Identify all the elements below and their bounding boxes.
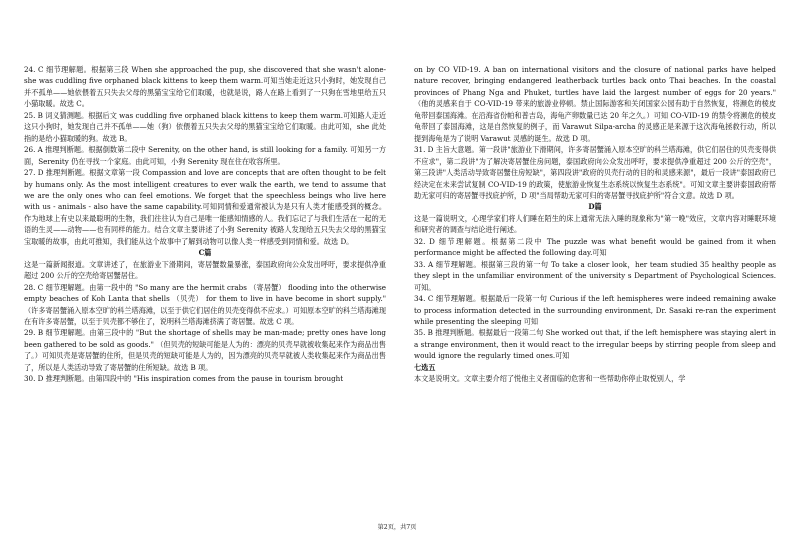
- answer-24: 24. C 细节理解题。根据第三段 When she approached the pup, she discovered that she wasn't alone-she was cuddling five orphaned black kittens to keep them warm.可知当她走近这只小狗时，她发现自己并不孤单——她依偎着五只失去父母的黑猫宝宝给它们取暖，也就是说，路人在路上看到了一只狗在雪地里给五只小猫取暖。故选 C。: [24, 65, 386, 109]
- section-heading-c: C篇: [198, 248, 212, 258]
- answer-28: 28. C 细节理解题。由第一段中的 "So many are the hermit crabs （寄居蟹） flooding into the otherwise empty beaches of Koh Lanta that shells （贝壳） for them to live in have become in short supply." （许多寄居蟹涌入原本空旷的科兰塔海滩，以至于供它们居住的贝壳变得供不应求。）可知原本空旷的科兰塔海滩现在有许多寄居蟹，以至于贝壳都不够住了，说明科兰塔海滩挤满了寄居蟹。故选 C 项。: [24, 282, 386, 326]
- section-d-summary: 这是一篇说明文，心理学家们将人们睡在陌生的床上通常无法入睡的现象称为"第一晚"效应，文章内容对睡眠环境和研究者的调查与结论进行阐述。: [414, 213, 776, 235]
- answer-30-continued: on by CO VID-19. A ban on international visitors and the closure of national parks have helped nature recover, bringing endangered leatherback turtles back onto Thai beaches. In the coastal provinces of Phang Nga and Phuket, turtles have laid the largest number of eggs for 20 years." （他的灵感来自于 CO-VID-19 带来的旅游业停顿。禁止国际游客和关闭国家公园有助于自然恢复，将濒危的棱皮龟带回泰国海滩。在沿海省份帕和普吉岛，海龟产卵数量已达 20 年之久。）可知 CO-VID-19 的禁令将濒危的棱皮龟带回了泰国海滩，这是自然恢复的例子，而 Varawut Silpa-archa 的灵感正是来源于这次海龟拯救行动，所以提到海龟是为了说明 Varawut 灵感的诞生。故选 D 项。: [414, 65, 776, 143]
- page-number: 第2页，共7页: [377, 524, 417, 531]
- left-column: [24, 64, 386, 385]
- seven-choose-five-summary: 本文是说明文。文章主要介绍了悦他主义者面临的危害和一些帮助你停止取悦别人，学: [414, 374, 686, 384]
- answer-29: 29. B 细节理解题。由第三段中的 "But the shortage of shells may be man-made; pretty ones have long been gathered to be sold as goods." （但贝壳的短缺可能是人为的：漂亮的贝壳早就被收集起来作为商品出售了。）可知贝壳是寄居蟹的住所，但是贝壳的短缺可能是人为的，因为漂亮的贝壳早就被人类收集起来作为商品出售了，所以是人类活动导致了寄居蟹的住所短缺。故选 B 项。: [24, 328, 386, 372]
- answer-32: 32. D 细节理解题。根据第二段中 The puzzle was what benefit would be gained from it when performance might be affected the following day.可知: [414, 236, 776, 258]
- answer-33: 33. A 细节理解题。根据第三段的第一句 To take a closer look，her team studied 35 healthy people as they slept in the unfamiliar environment of the university s Department of Psychological Sciences.可知。: [414, 259, 776, 292]
- answer-27: 27. D 推理判断题。根据文章第一段 Compassion and love are concepts that are often thought to be felt by humans only. As the most intelligent creatures to ever walk the earth, we tend to assume that we are the only ones who can feel emotions. We forget that the speechless beings who live here with us - animals - also have the same capability.可知同情和爱通常被认为是只有人类才能感受到的概念。作为地球上有史以来最聪明的生物，我们往往认为自己是唯一能感知情感的人。我们忘记了与我们生活在一起的无语的生灵——动物——也有同样的能力。结合文章主要讲述了小狗 Serenity 被路人发现给五只失去父母的黑猫宝宝取暖的故事，由此可推知，我们能从这个故事中了解到动物可以像人类一样感受到同情和爱。故选 D。: [24, 168, 386, 246]
- right-column: [414, 64, 776, 385]
- section-c-summary: 这是一篇新闻报道。文章讲述了，在旅游业下滑期间，寄居蟹数量暴涨，泰国政府向公众发出呼吁，要求提供净重超过 200 公斤的空壳给寄居蟹居住。: [24, 259, 386, 281]
- answer-31: 31. D 主旨大意题。第一段讲"旅游业下滑期间，许多寄居蟹涌入原本空旷的科兰塔海滩，供它们居住的贝壳变得供不应求"，第二段讲"为了解决寄居蟹住房问题，泰国政府向公众发出呼吁，要求提供净重超过 200 公斤的空壳"，第三段讲"人类活动导致寄居蟹住房短缺"，第四段讲"政府的贝壳行动的目的和灵感来源"，最后一段讲"泰国政府已经决定在未来尝试复制 CO-VID-19 的政策，使旅游业恢复生态系统以恢复生态系统"。可知文章主要讲泰国政府帮助无家可归的寄居蟹寻找庇护所，D 项"当局帮助无家可归的寄居蟹寻找庇护所"符合文意。故选 D 项。: [414, 145, 776, 200]
- section-heading-d: D篇: [588, 202, 602, 212]
- answer-26: 26. A 推理判断题。根据倒数第二段中 Serenity, on the other hand, is still looking for a family. 可知另一方面，Serenity 仍在寻找一个家庭。由此可知，小狗 Serenity 现在住在收容所里。: [24, 145, 386, 166]
- answer-25: 25. B 词义猜测题。根据后文 was cuddling five orphaned black kittens to keep them warm.可知路人走近这只小狗时，她发现自己并不孤单——她（狗）依偎着五只失去父母的黑猫宝宝给它们取暖。由此可知，she 此处指的是给小猫取暖的狗。故选 B。: [24, 110, 386, 143]
- answer-30-start: 30. D 推理判断题。由第四段中的 "His inspiration comes from the pause in tourism brought: [24, 374, 344, 384]
- answer-35: 35. B 推理判断题。根据最后一段第二句 She worked out that, if the left hemisphere was staying alert in a strange environment, then it would react to the irregular beeps by stirring people from sleep and would ignore the regularly timed ones.可知: [414, 328, 776, 361]
- answer-34: 34. C 细节理解题。根据最后一段第一句 Curious if the left hemispheres were indeed remaining awake to process information detected in the surrounding environment, Dr. Sasaki re-ran the experiment while presenting the sleeping 可知: [414, 294, 776, 326]
- section-heading-seven-choose-five: 七选五: [414, 362, 436, 372]
